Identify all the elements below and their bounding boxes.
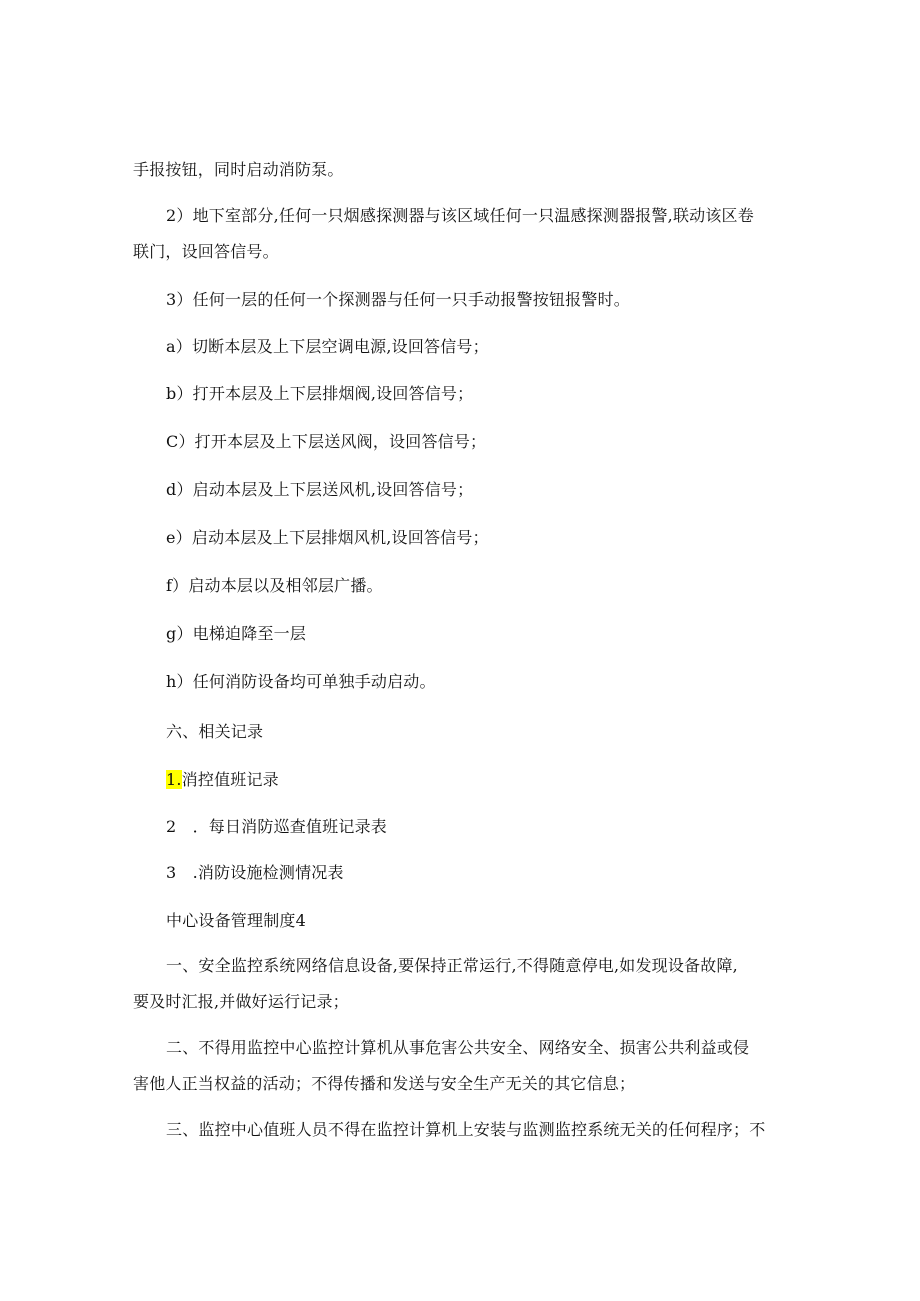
- list-item: a）切断本层及上下层空调电源,设回答信号；: [166, 337, 489, 356]
- text-line: 联门，设回答信号。: [133, 242, 279, 261]
- section-title: 中心设备管理制度4: [166, 911, 306, 930]
- highlighted-number: 1.: [166, 770, 182, 789]
- text-line: 手报按钮，同时启动消防泵。: [133, 160, 344, 179]
- paragraph-line: 害他人正当权益的活动；不得传播和发送与安全生产无关的其它信息；: [133, 1074, 636, 1093]
- record-item-3: 3 .消防设施检测情况表: [166, 863, 344, 882]
- list-item: f）启动本层以及相邻层广播。: [166, 576, 383, 595]
- text-line: 2）地下室部分,任何一只烟感探测器与该区域任何一只温感探测器报警,联动该区卷: [166, 206, 754, 225]
- paragraph-line: 二、不得用监控中心监控计算机从事危害公共安全、网络安全、损害公共利益或侵: [166, 1038, 750, 1057]
- list-item: e）启动本层及上下层排烟风机,设回答信号；: [166, 528, 489, 547]
- paragraph-line: 三、监控中心值班人员不得在监控计算机上安装与监测监控系统无关的任何程序；不: [166, 1120, 766, 1139]
- section-heading: 六、相关记录: [166, 722, 264, 741]
- record-item-1: [166, 769, 279, 791]
- record-item-2: 2 ．每日消防巡查值班记录表: [166, 817, 387, 836]
- list-item: h）任何消防设备均可单独手动启动。: [166, 672, 436, 691]
- list-item: g）电梯迫降至一层: [166, 624, 307, 643]
- record-item-1-label: 消控值班记录: [181, 770, 279, 789]
- paragraph-line: 一、安全监控系统网络信息设备,要保持正常运行,不得随意停电,如发现设备故障,: [166, 956, 738, 975]
- text-line: 3）任何一层的任何一个探测器与任何一只手动报警按钮报警时。: [166, 290, 630, 309]
- list-item: b）打开本层及上下层排烟阀,设回答信号；: [166, 384, 474, 403]
- list-item: C）打开本层及上下层送风阀，设回答信号；: [166, 432, 487, 451]
- paragraph-line: 要及时汇报,并做好运行记录；: [133, 992, 349, 1011]
- list-item: d）启动本层及上下层送风机,设回答信号；: [166, 480, 474, 499]
